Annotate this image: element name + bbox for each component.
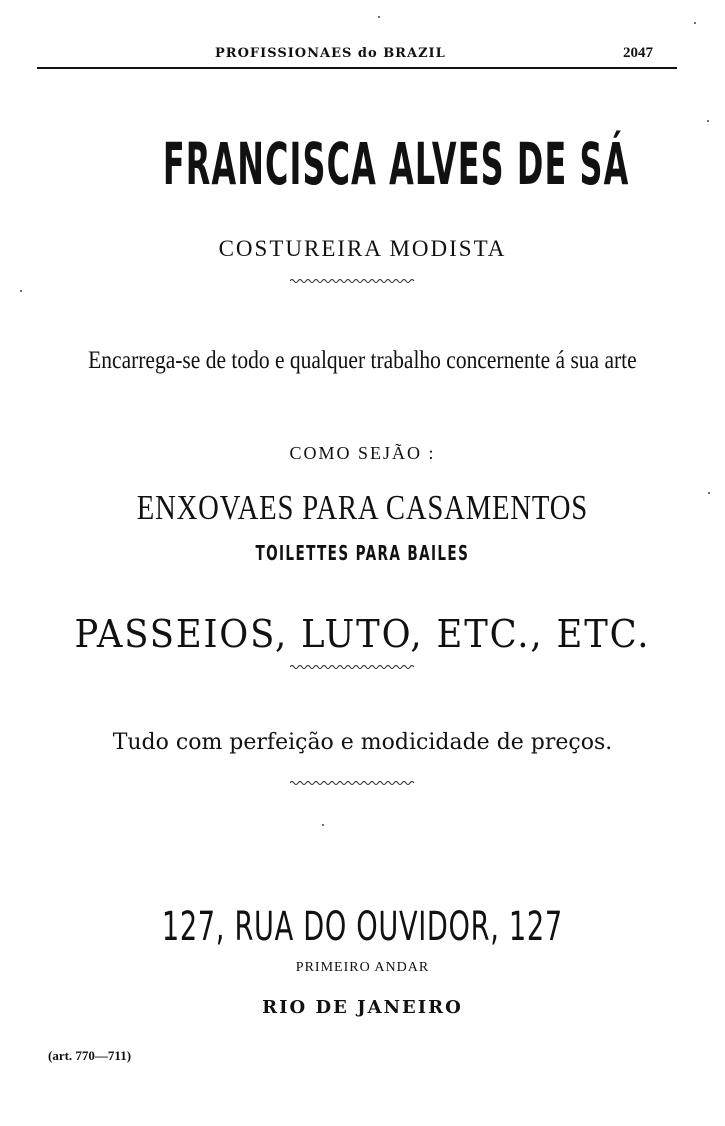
print-speck [322, 824, 324, 826]
street-address: 127, RUA DO OUVIDOR, 127 [161, 904, 563, 950]
intro-text: Encarrega-se de todo e qualquer trabalho concernente á sua arte [88, 347, 637, 374]
service-toilettes: TOILETTES PARA BAILES [255, 541, 470, 565]
print-speck [20, 290, 22, 292]
print-speck [694, 22, 696, 24]
wavy-divider-3 [290, 780, 415, 786]
advertiser-name: FRANCISCA ALVES DE SÁ [162, 130, 630, 198]
print-speck [378, 16, 380, 18]
running-title: PROFISSIONAES do BRAZIL [215, 46, 446, 61]
service-passeios: PASSEIOS, LUTO, ETC., ETC. [74, 612, 651, 656]
floor-label: PRIMEIRO ANDAR [295, 960, 430, 975]
como-sejao-label: COMO SEJÃO : [289, 443, 436, 463]
header-rule [37, 67, 677, 69]
print-speck [707, 120, 709, 122]
service-enxovaes: ENXOVAES PARA CASAMENTOS [136, 488, 589, 527]
wavy-divider-2 [290, 664, 415, 670]
page-number: 2047 [623, 45, 653, 61]
wavy-divider-1 [290, 278, 415, 284]
print-speck [708, 492, 710, 494]
trade-title: COSTUREIRA MODISTA [218, 236, 507, 261]
tagline: Tudo com perfeição e modicidade de preços. [112, 730, 613, 755]
running-head [0, 46, 725, 66]
article-reference: (art. 770—711) [48, 1048, 132, 1063]
city-label: RIO DE JANEIRO [262, 997, 463, 1018]
